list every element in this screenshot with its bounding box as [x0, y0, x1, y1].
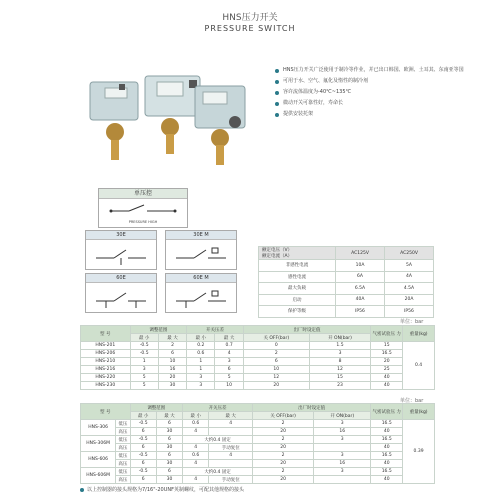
bullet-icon — [275, 113, 279, 117]
product-photo — [85, 62, 255, 167]
bullet-icon — [275, 91, 279, 95]
table-row: 保护等级 IP56 IP56 — [259, 306, 434, 318]
diagram-30e-m: 30E M — [165, 230, 237, 270]
ratings-header-left: 额定电压（V） 额定电流（A） — [259, 247, 336, 260]
unit-label: 单位：bar — [400, 398, 424, 404]
table-row: HNS-206 -0.5 6 0.6 4 2 3 16.5 — [81, 350, 435, 358]
single-control-diagram — [98, 188, 188, 228]
table-row: 高压 6 30 4 20 16 40 — [81, 460, 435, 468]
spec-table-single: 型 号 调整范围 开关压差 出厂时设定值 气密试验压 力 重量(kg) 最 小 最 大 最 小 最 大 关 OFF(bar) 开 ON(bar) HNS-201 -0.5 2 0.2 0.7 0 1.5 15 0.4 HNS-206 -0.5 6 0.6 4 2 3 16.5 HNS-210 1 10 1 3 6 8 20 HNS-216 3 16 1 6 10 12 25 HNS-220 5 20 3 5 12 15 40 HNS-230 5 30 3 10 20 23 40 — [80, 325, 435, 390]
table-row: HNS-606 低压 -0.5 6 0.6 4 2 3 16.5 — [81, 452, 435, 460]
table-row: HNS-306 低压 -0.5 6 0.6 4 2 3 16.5 0.39 — [81, 420, 435, 428]
diagram-30e: 30E — [85, 230, 157, 270]
table-row: 非感性电流 10A 5A — [259, 260, 434, 272]
weight-cell: 0.39 — [403, 420, 435, 484]
single-control-title: 单压控 — [99, 189, 187, 199]
contact-schematic-icon — [86, 240, 156, 269]
col-model: 型 号 — [81, 326, 131, 342]
table-row: 感性电流 6A 4A — [259, 271, 434, 283]
feature-item: 可用于水、空气、氟化及惰性的制冷剂 — [275, 77, 475, 86]
feature-item: 提供安装托架 — [275, 110, 475, 119]
table-row: 高压 6 30 4 20 16 40 — [81, 428, 435, 436]
table-row: HNS-210 1 10 1 3 6 8 20 — [81, 358, 435, 366]
feature-item: 微动开关可靠性好，寿命长 — [275, 99, 475, 108]
footnote: 以上控制器的接头规格为7/16"-20UNF英制螺纹，可配其他规格的接头 — [80, 486, 244, 493]
table-row: HNS-306M 低压 -0.5 6 大约0.4 固定 2 3 16.5 — [81, 436, 435, 444]
table-row: HNS-606M 低压 -0.5 6 大约0.4 固定 2 3 16.5 — [81, 468, 435, 476]
table-row: 最大负载 6.5A 4.5A — [259, 283, 434, 295]
table-row: 高压 6 30 4 手动复位 20 40 — [81, 444, 435, 452]
table-row: HNS-216 3 16 1 6 10 12 25 — [81, 366, 435, 374]
contact-schematic-icon — [86, 283, 156, 312]
ratings-col: AC125V — [336, 247, 385, 260]
table-row: HNS-230 5 30 3 10 20 23 40 — [81, 382, 435, 390]
ratings-col: AC250V — [385, 247, 434, 260]
diagram-60e-m: 60E M — [165, 273, 237, 313]
bullet-icon — [275, 80, 279, 84]
bullet-icon — [80, 488, 84, 492]
diagram-60e: 60E — [85, 273, 157, 313]
page-subtitle: PRESSURE SWITCH — [204, 24, 296, 33]
table-row: 启动 40A 20A — [259, 294, 434, 306]
col-model: 型 号 — [81, 404, 131, 420]
feature-list — [275, 66, 475, 121]
contact-schematic-icon — [166, 240, 236, 269]
page-title: HNS压力开关 — [222, 13, 278, 23]
feature-item: 容许流体温度为-40℃~135℃ — [275, 88, 475, 97]
spec-table-dual: 型 号 调整范围 开关压差 出厂时设定值 气密试验压 力 重量(kg) 最 小 最 大 最 小 最 大 关 OFF(bar) 开 ON(bar) HNS-306 低压 -0.5 6 0.6 4 2 3 16.5 0.39 高压 6 30 4 20 16 40 HNS-306M 低压 -0.5 6 大约0.4 固定 2 3 16.5 高压 6 30 4 手动复位 20 40 HNS-606 低压 -0.5 6 0.6 4 2 3 16.5 高压 6 30 4 20 16 40 HNS-606M 低压 -0.5 6 大约0.4 固定 2 3 16.5 高压 6 30 4 手动复位 20 40 — [80, 403, 435, 484]
table-row: HNS-220 5 20 3 5 12 15 40 — [81, 374, 435, 382]
table-row: 高压 6 30 4 手动复位 20 40 — [81, 476, 435, 484]
bullet-icon — [275, 102, 279, 106]
pressure-label: PRESSURE HIGH — [128, 220, 158, 224]
weight-cell: 0.4 — [403, 342, 435, 390]
bullet-icon — [275, 69, 279, 73]
feature-item: HNS压力开关广泛使用于制冷等作业，并已出口韩国、欧洲、土耳其、东南亚等国 — [275, 66, 475, 75]
contact-schematic-icon — [166, 283, 236, 312]
switch-schematic-icon — [99, 199, 187, 227]
table-row: HNS-201 -0.5 2 0.2 0.7 0 1.5 15 0.4 — [81, 342, 435, 350]
ratings-table — [258, 246, 434, 318]
unit-label: 单位：bar — [400, 319, 424, 325]
